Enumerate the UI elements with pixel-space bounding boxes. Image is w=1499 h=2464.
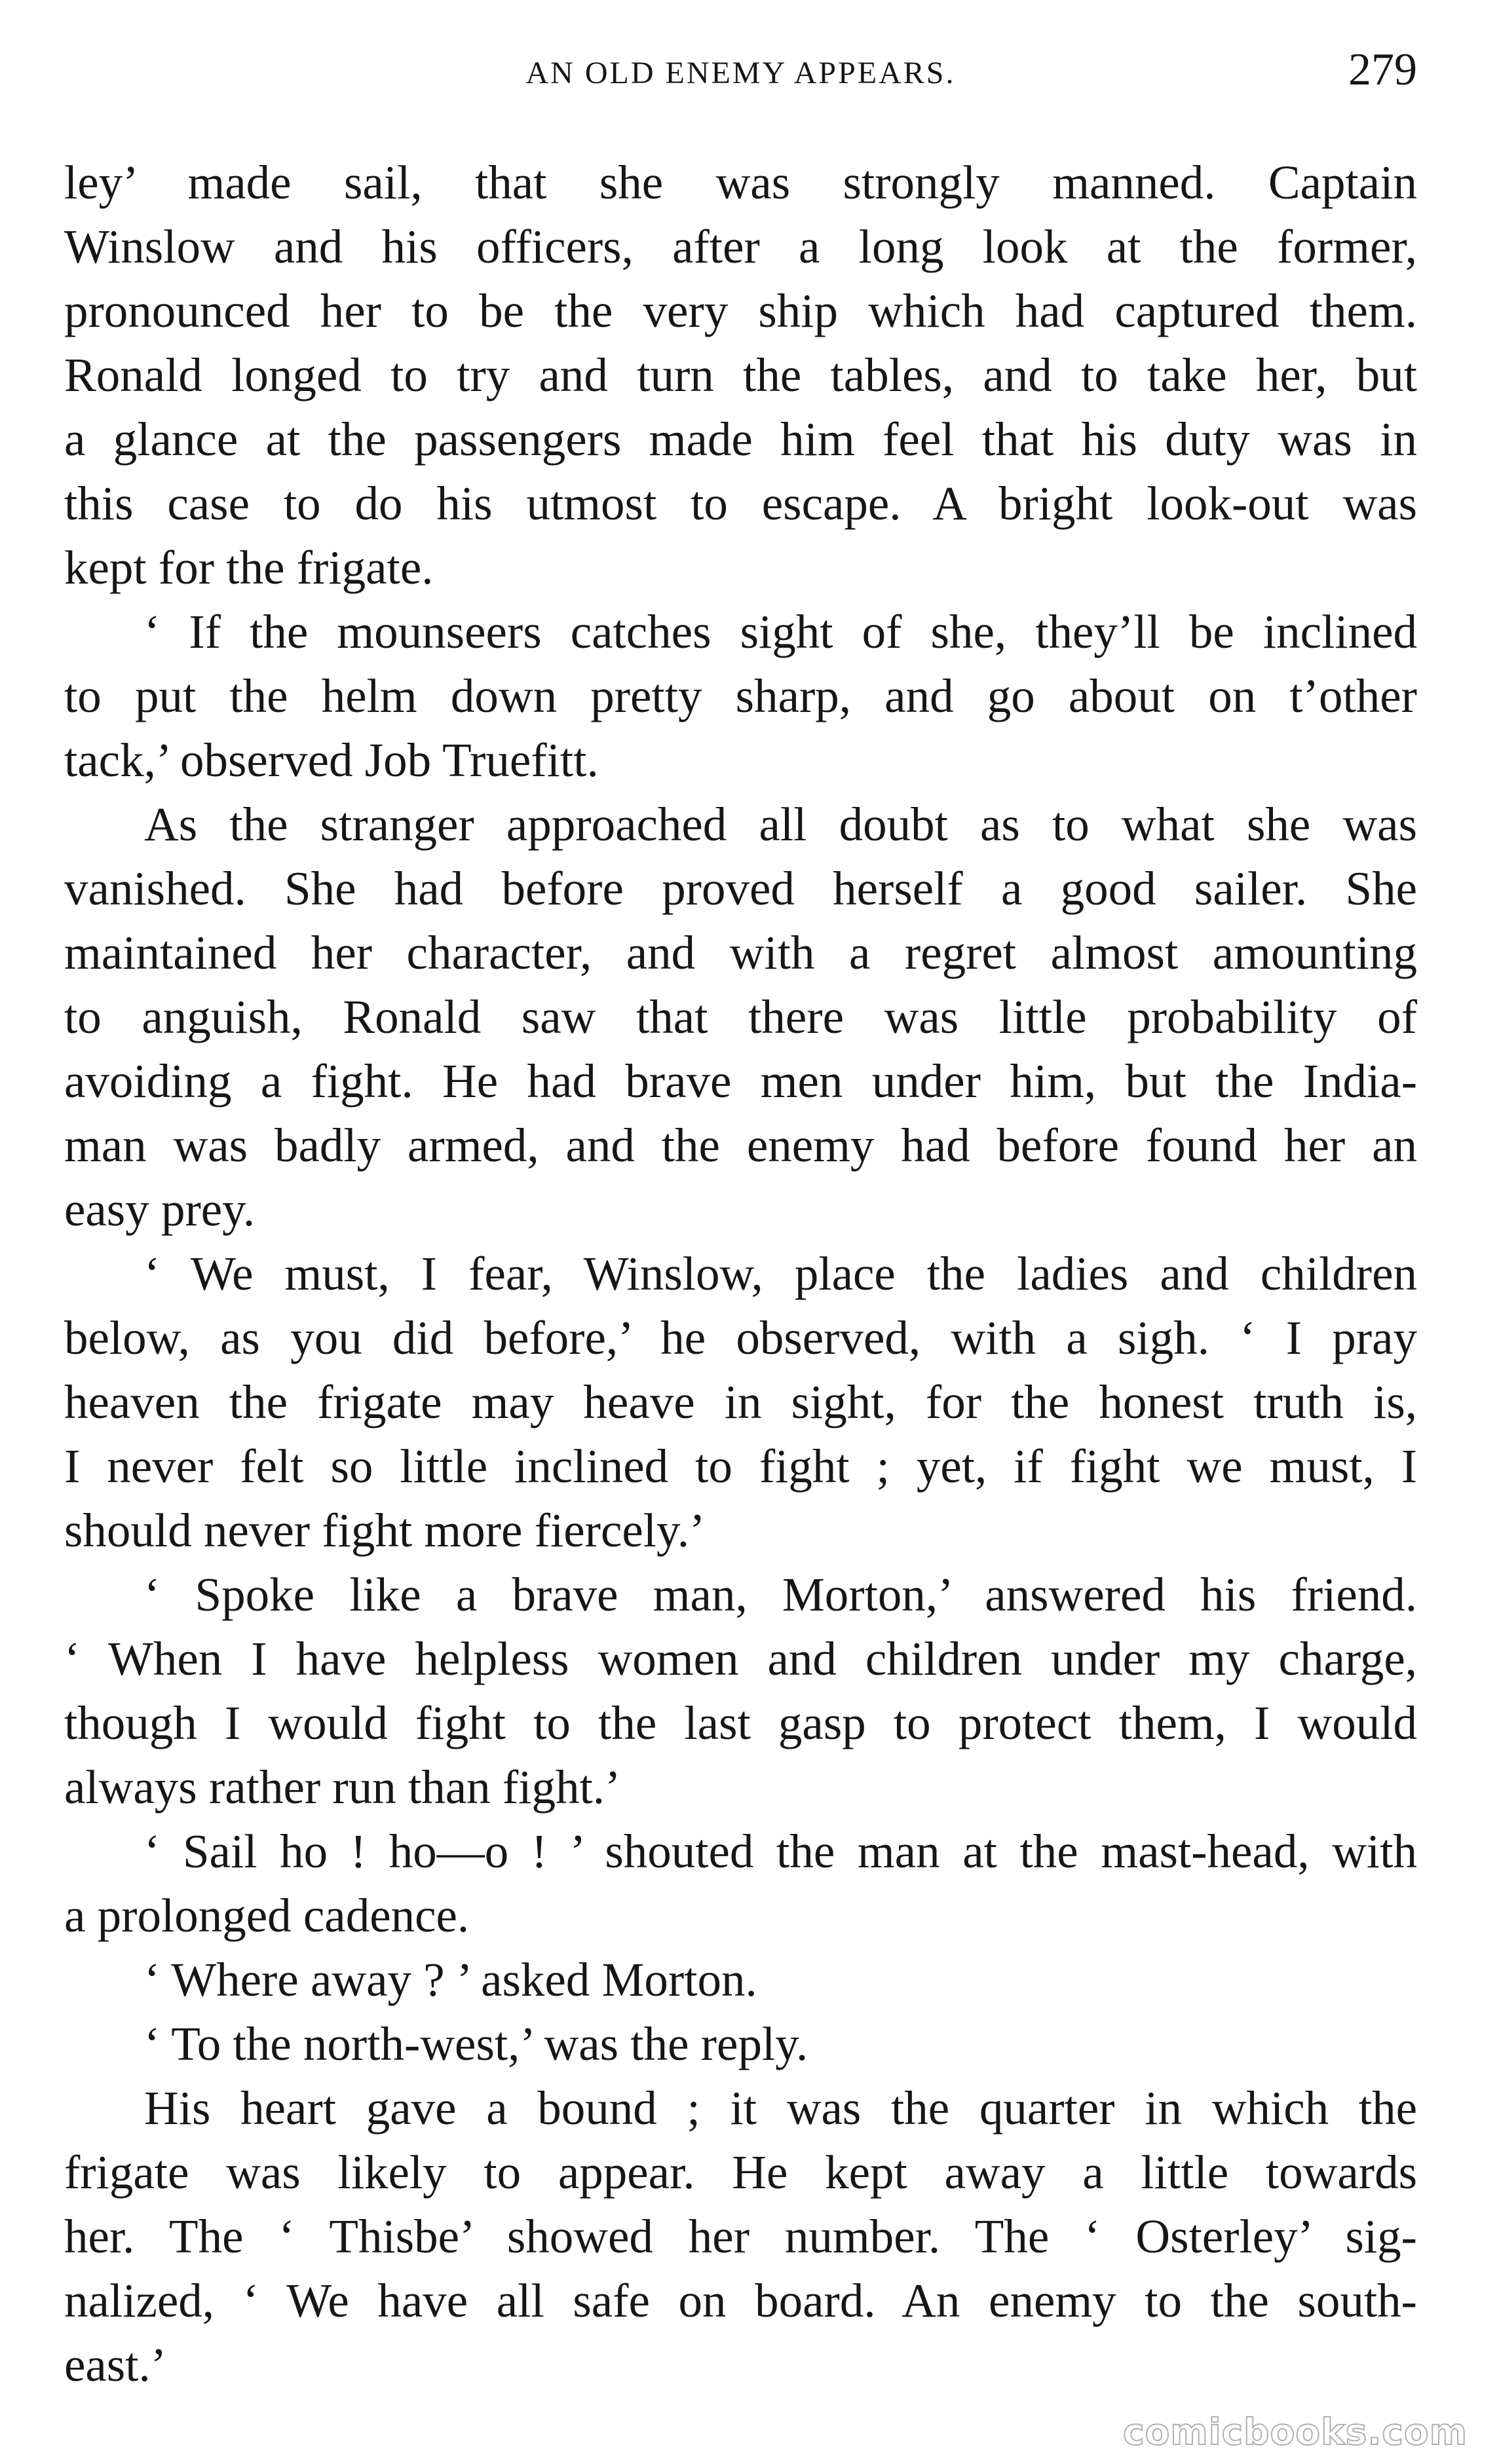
text-line: to put the helm down pretty sharp, and go about on t’other bbox=[64, 669, 1417, 722]
text-line: always rather run than fight.’ bbox=[64, 1761, 621, 1814]
text-line: ‘ When I have helpless women and children under my charge, bbox=[64, 1632, 1417, 1685]
text-line: a glance at the passengers made him feel that his duty was in bbox=[64, 413, 1417, 466]
body-text bbox=[64, 151, 1417, 2391]
text-line: Winslow and his officers, after a long look at the former, bbox=[64, 220, 1417, 273]
text-line: ‘ If the mounseers catches sight of she, they’ll be inclined bbox=[144, 605, 1417, 658]
text-line: vanished. She had before proved herself a good sailer. She bbox=[64, 862, 1417, 915]
text-line: avoiding a fight. He had brave men under him, but the India- bbox=[64, 1055, 1417, 1108]
text-line: ‘ Spoke like a brave man, Morton,’ answered his friend. bbox=[144, 1568, 1417, 1621]
page-header bbox=[64, 47, 1417, 119]
page-number: 279 bbox=[1348, 45, 1417, 95]
text-line: His heart gave a bound ; it was the quarter in which the bbox=[144, 2081, 1417, 2135]
text-line: heaven the frigate may heave in sight, for the honest truth is, bbox=[64, 1375, 1417, 1428]
text-line: below, as you did before,’ he observed, with a sigh. ‘ I pray bbox=[64, 1311, 1417, 1364]
text-line: Ronald longed to try and turn the tables, and to take her, but bbox=[64, 348, 1417, 401]
text-line: east.’ bbox=[64, 2338, 167, 2391]
text-line: ‘ To the north-west,’ was the reply. bbox=[144, 2017, 808, 2070]
text-line: man was badly armed, and the enemy had before found her an bbox=[64, 1119, 1417, 1172]
text-line: should never fight more fiercely.’ bbox=[64, 1504, 706, 1557]
text-line: tack,’ observed Job Truefitt. bbox=[64, 734, 599, 787]
text-line: to anguish, Ronald saw that there was little probability of bbox=[64, 990, 1417, 1043]
text-line: I never felt so little inclined to fight ; yet, if fight we must, I bbox=[64, 1440, 1417, 1493]
text-line: nalized, ‘ We have all safe on board. An enemy to the south- bbox=[64, 2274, 1417, 2327]
text-line: this case to do his utmost to escape. A bright look-out was bbox=[64, 477, 1417, 530]
text-line: frigate was likely to appear. He kept away a little towards bbox=[64, 2146, 1417, 2199]
text-line: pronounced her to be the very ship which had captured them. bbox=[64, 284, 1417, 337]
text-line: maintained her character, and with a regret almost amounting bbox=[64, 926, 1417, 979]
text-line: kept for the frigate. bbox=[64, 541, 434, 594]
text-line: easy prey. bbox=[64, 1183, 256, 1236]
text-line: ‘ Sail ho ! ho—o ! ’ shouted the man at the mast-head, with bbox=[144, 1825, 1417, 1878]
watermark: comicbooks.com bbox=[1123, 2411, 1468, 2453]
text-line: though I would fight to the last gasp to protect them, I would bbox=[64, 1696, 1417, 1749]
text-line: ‘ Where away ? ’ asked Morton. bbox=[144, 1953, 757, 2006]
text-line: ley’ made sail, that she was strongly manned. Captain bbox=[64, 156, 1417, 209]
text-line: a prolonged cadence. bbox=[64, 1889, 470, 1942]
text-line: her. The ‘ Thisbe’ showed her number. The ‘ Osterley’ sig- bbox=[64, 2210, 1417, 2263]
text-line: ‘ We must, I fear, Winslow, place the ladies and children bbox=[144, 1247, 1417, 1300]
text-line: As the stranger approached all doubt as to what she was bbox=[144, 798, 1417, 851]
running-title: AN OLD ENEMY APPEARS. bbox=[525, 56, 956, 90]
